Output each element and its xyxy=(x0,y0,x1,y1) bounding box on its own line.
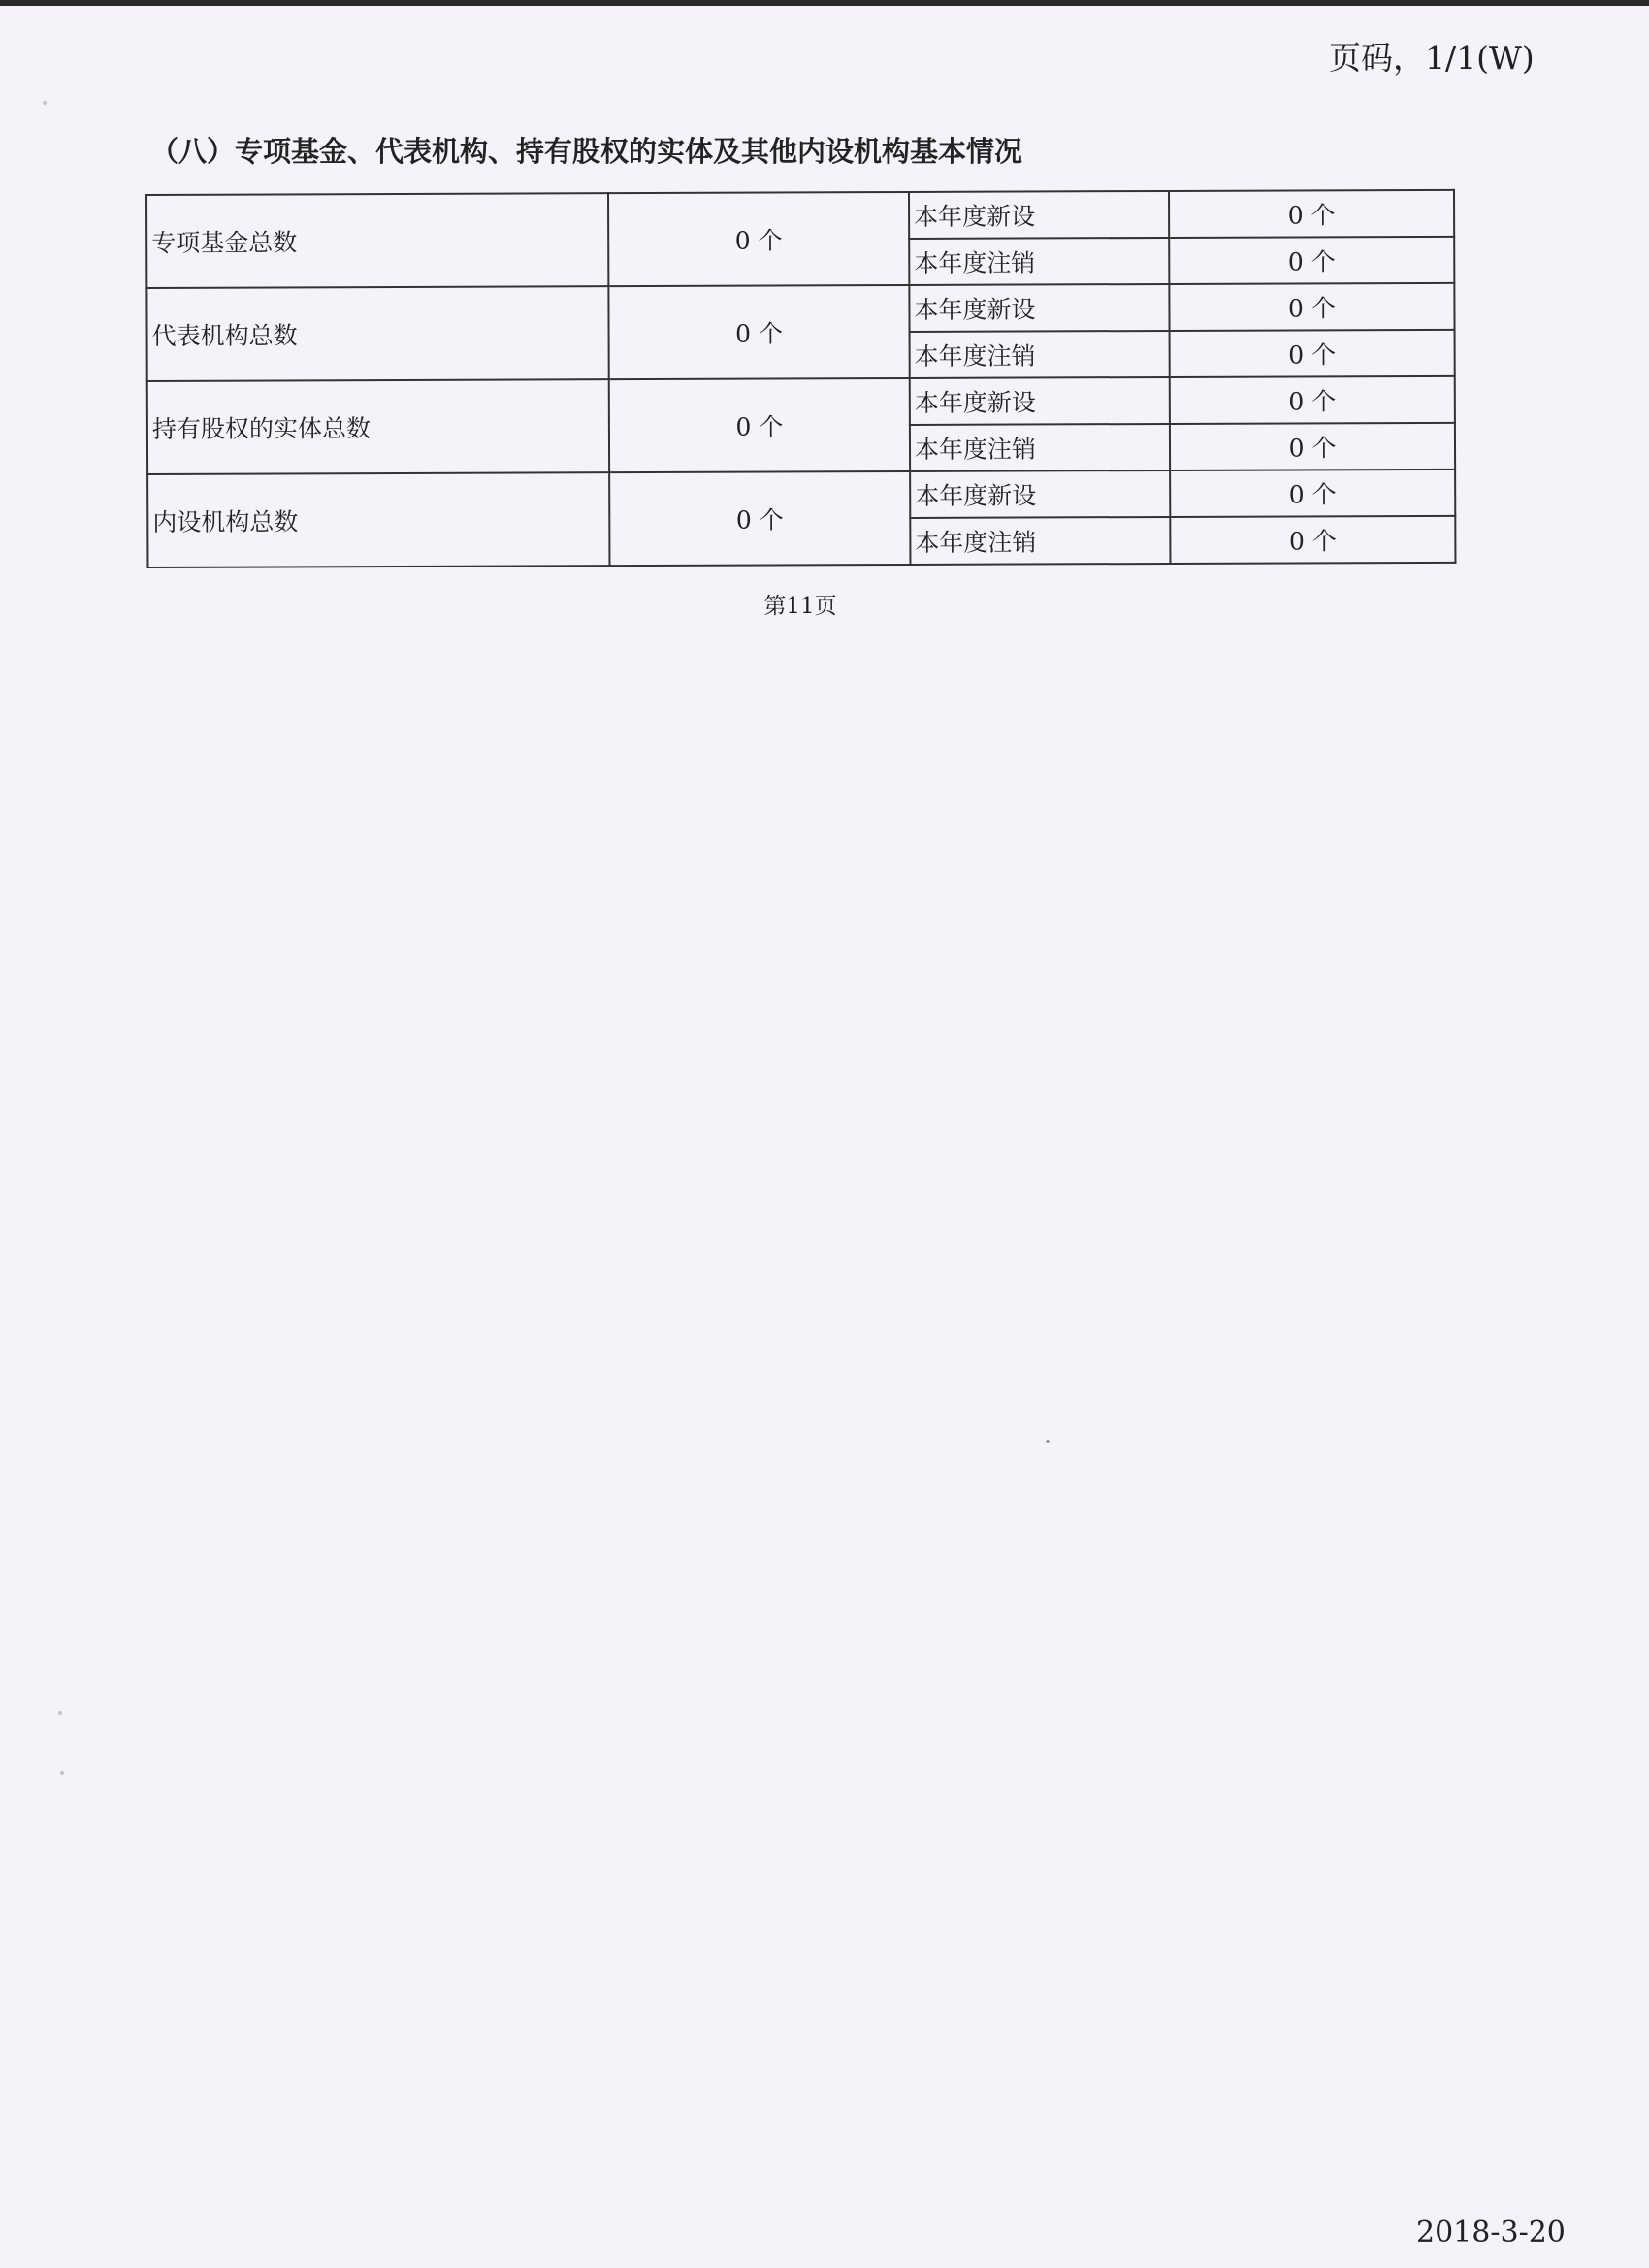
scan-top-edge xyxy=(0,0,1649,6)
change-value: 0 个 xyxy=(1169,190,1454,238)
scan-speck xyxy=(1046,1440,1050,1443)
change-value: 0 个 xyxy=(1170,423,1455,470)
row-name: 代表机构总数 xyxy=(146,286,608,381)
change-value: 0 个 xyxy=(1170,470,1455,517)
row-total: 0 个 xyxy=(609,378,910,472)
row-total: 0 个 xyxy=(608,285,909,379)
change-label: 本年度新设 xyxy=(909,284,1169,332)
table-row xyxy=(146,283,1454,335)
page-number: 第11页 xyxy=(763,594,837,619)
change-label: 本年度注销 xyxy=(910,331,1170,378)
change-label: 本年度新设 xyxy=(909,191,1169,239)
row-name: 内设机构总数 xyxy=(147,472,609,567)
section-title: （八）专项基金、代表机构、持有股权的实体及其他内设机构基本情况 xyxy=(150,135,1023,168)
row-total: 0 个 xyxy=(608,192,909,286)
row-name: 专项基金总数 xyxy=(146,193,608,288)
scan-speck xyxy=(60,1771,64,1775)
change-value: 0 个 xyxy=(1169,237,1454,284)
table-row xyxy=(147,376,1455,428)
change-value: 0 个 xyxy=(1169,283,1454,331)
change-label: 本年度注销 xyxy=(909,238,1169,285)
change-value: 0 个 xyxy=(1170,376,1455,424)
institutions-table xyxy=(146,189,1456,568)
change-value: 0 个 xyxy=(1170,330,1455,377)
change-label: 本年度新设 xyxy=(910,377,1170,425)
row-total: 0 个 xyxy=(609,471,910,566)
table-row xyxy=(146,190,1454,242)
table-row xyxy=(147,470,1455,521)
change-label: 本年度新设 xyxy=(910,470,1170,518)
change-label: 本年度注销 xyxy=(910,424,1170,471)
scan-speck xyxy=(43,101,47,105)
change-label: 本年度注销 xyxy=(910,517,1170,565)
change-value: 0 个 xyxy=(1170,516,1455,564)
row-name: 持有股权的实体总数 xyxy=(147,379,609,474)
scan-speck xyxy=(58,1711,62,1715)
page-code: 页码，1/1(W) xyxy=(1329,39,1535,77)
print-date: 2018-3-20 xyxy=(1416,2216,1566,2250)
